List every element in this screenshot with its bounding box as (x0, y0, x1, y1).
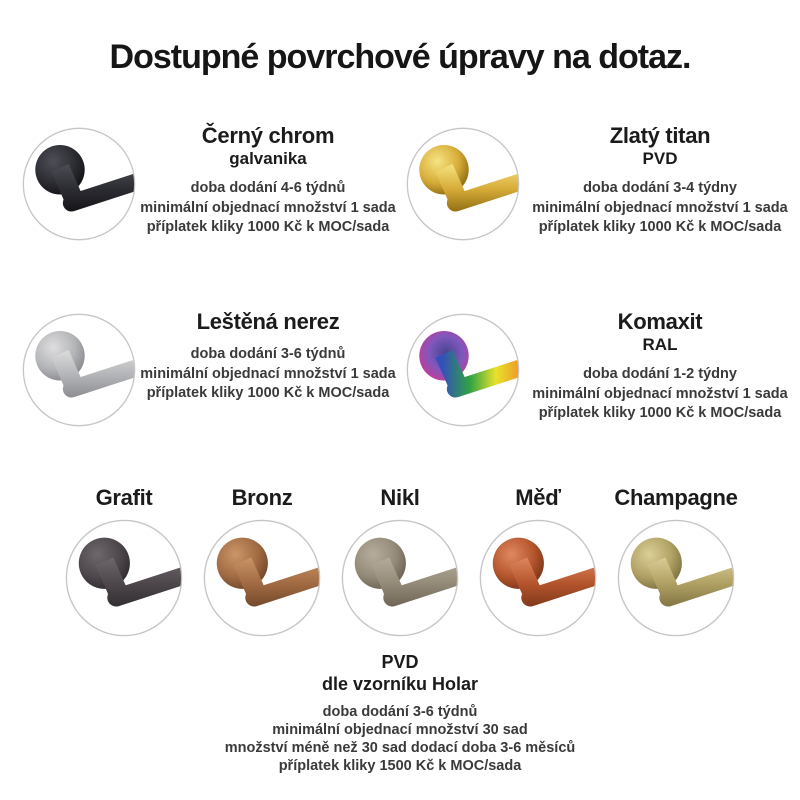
detail-line: minimální objednací množství 1 sada (140, 199, 396, 216)
finish-subtitle: galvanika (229, 149, 307, 168)
footer-details (225, 703, 576, 775)
swatch-bronz (193, 485, 331, 637)
med-handle-photo (479, 519, 597, 637)
komaxit-text (520, 293, 800, 424)
finish-card-lestena-nerez (0, 293, 400, 427)
cerny-chrom-text (136, 107, 400, 238)
swatch-grafit (55, 485, 193, 637)
cerny-chrom-handle-photo (22, 127, 136, 241)
finish-card-zlaty-titan (400, 107, 800, 241)
detail-line: příplatek kliky 1500 Kč k MOC/sada (278, 758, 522, 774)
grafit-handle-photo (65, 519, 183, 637)
finish-details (140, 345, 395, 404)
swatch-champagne (607, 485, 745, 637)
swatch-label: Nikl (380, 485, 420, 510)
finish-details (532, 179, 787, 238)
finish-details (532, 365, 787, 424)
detail-line: příplatek kliky 1000 Kč k MOC/sada (146, 385, 390, 401)
komaxit-handle-photo (406, 313, 520, 427)
detail-line: příplatek kliky 1000 Kč k MOC/sada (146, 219, 390, 235)
detail-line: doba dodání 3-6 týdnů (190, 346, 346, 362)
swatch-label: Grafit (95, 485, 153, 510)
swatch-label: Champagne (614, 485, 738, 510)
swatch-finishes-row (0, 485, 800, 637)
pvd-footer-block (0, 651, 800, 775)
swatch-nikl (331, 485, 469, 637)
footer-subheading: dle vzorníku Holar (321, 674, 479, 694)
bronz-handle-photo (203, 519, 321, 637)
finish-subtitle: PVD (642, 149, 678, 168)
finish-card-komaxit (400, 293, 800, 427)
lestena-nerez-text (136, 293, 400, 404)
finish-name: Komaxit (617, 309, 703, 334)
finish-details (140, 179, 395, 238)
detail-line: minimální objednací množství 30 sad (272, 722, 528, 738)
swatch-label: Měď (515, 485, 561, 510)
swatch-med (469, 485, 607, 637)
detail-line: minimální objednací množství 1 sada (532, 385, 788, 402)
zlaty-titan-text (520, 107, 800, 238)
detail-line: minimální objednací množství 1 sada (532, 199, 788, 216)
detail-line: příplatek kliky 1000 Kč k MOC/sada (538, 405, 782, 421)
finish-card-cerny-chrom (0, 107, 400, 241)
footer-heading: PVD (381, 652, 419, 672)
detail-line: doba dodání 3-6 týdnů (322, 704, 478, 720)
detail-line: množství méně než 30 sad dodací doba 3-6 měsíců (224, 740, 576, 756)
finish-name: Zlatý titan (609, 123, 711, 148)
finish-subtitle: RAL (642, 335, 678, 354)
champagne-handle-photo (617, 519, 735, 637)
detail-line: minimální objednací množství 1 sada (140, 365, 396, 382)
detail-line: příplatek kliky 1000 Kč k MOC/sada (538, 219, 782, 235)
page-title: Dostupné povrchové úpravy na dotaz. (109, 38, 691, 76)
finish-name: Leštěná nerez (196, 309, 340, 334)
detail-line: doba dodání 4-6 týdnů (190, 180, 346, 196)
nikl-handle-photo (341, 519, 459, 637)
zlaty-titan-handle-photo (406, 127, 520, 241)
detail-line: doba dodání 3-4 týdny (583, 180, 737, 196)
swatch-label: Bronz (231, 485, 293, 510)
finish-name: Černý chrom (201, 123, 335, 148)
detail-line: doba dodání 1-2 týdny (583, 366, 737, 382)
lestena-nerez-handle-photo (22, 313, 136, 427)
featured-finishes-grid (0, 107, 800, 427)
